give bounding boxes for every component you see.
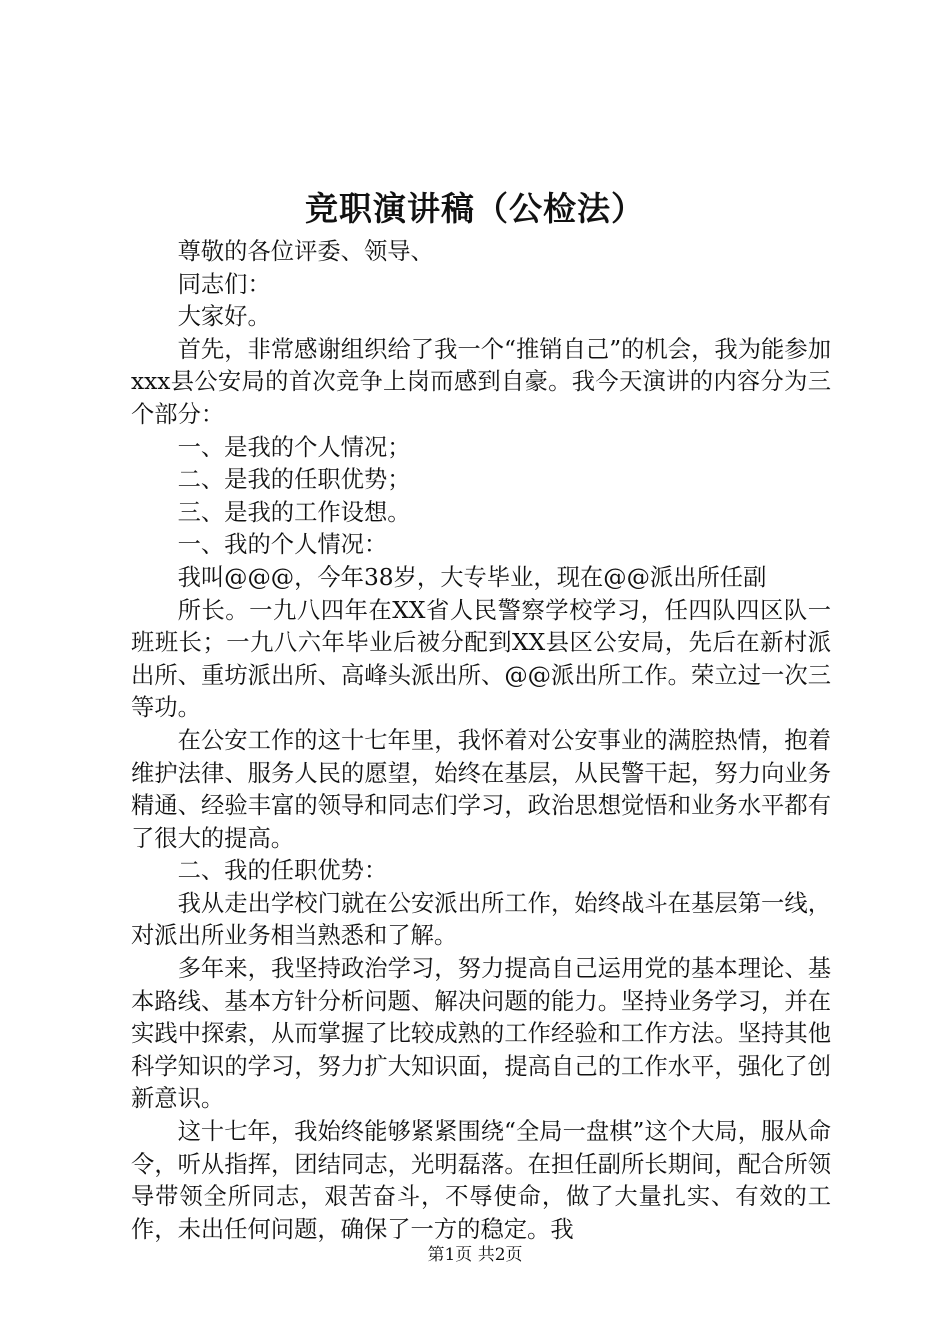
paragraph: 一、我的个人情况： — [177, 531, 388, 559]
document-body — [131, 236, 831, 1246]
paragraph: 同志们： — [177, 270, 271, 298]
paragraph: 在公安工作的这十七年里，我怀着对公安事业的满腔热情，抱着维护法律、服务人民的愿望，始终在基层，从民警干起，努力向业务精通、经验丰富的领导和同志们学习，政治思想觉悟和业务水平都有了很大的提高。 — [131, 726, 831, 852]
paragraph: 这十七年，我始终能够紧紧围绕“全局一盘棋”这个大局，服从命令，听从指挥，团结同志，光明磊落。在担任副所长期间，配合所领导带领全所同志，艰苦奋斗，不辱使命，做了大量扎实、有效的工作，未出任何问题，确保了一方的稳定。我 — [131, 1118, 831, 1243]
paragraph: 二、是我的任职优势； — [177, 466, 411, 494]
paragraph: 首先，非常感谢组织给了我一个“推销自己”的机会，我为能参加xxx县公安局的首次竞争上岗而感到自豪。我今天演讲的内容分为三个部分： — [131, 335, 831, 428]
document-title: 竞职演讲稿（公检法） — [305, 189, 645, 228]
paragraph: 一、是我的个人情况； — [177, 433, 411, 461]
paragraph: 多年来，我坚持政治学习，努力提高自己运用党的基本理论、基本路线、基本方针分析问题、解决问题的能力。坚持业务学习，并在实践中探索，从而掌握了比较成熟的工作经验和工作方法。坚持其他科学知识的学习，努力扩大知识面，提高自己的工作水平，强化了创新意识。 — [131, 955, 831, 1113]
paragraph: 三、是我的工作设想。 — [177, 498, 411, 526]
page-footer: 第1页 共2页 — [427, 1245, 523, 1265]
paragraph: 尊敬的各位评委、领导、 — [177, 238, 434, 265]
paragraph: 大家好。 — [177, 303, 271, 331]
paragraph: 我从走出学校门就在公安派出所工作，始终战斗在基层第一线，对派出所业务相当熟悉和了解。 — [131, 889, 831, 950]
paragraph: 我叫@@@，今年38岁，大专毕业，现在@@派出所任副 — [177, 563, 767, 591]
paragraph: 所长。一九八四年在XX省人民警察学校学习，任四队四区队一班班长；一九八六年毕业后被分配到XX县区公安局，先后在新村派出所、重坊派出所、高峰头派出所、@@派出所工作。荣立过一次三等功。 — [131, 596, 831, 722]
paragraph: 二、我的任职优势： — [177, 857, 388, 885]
